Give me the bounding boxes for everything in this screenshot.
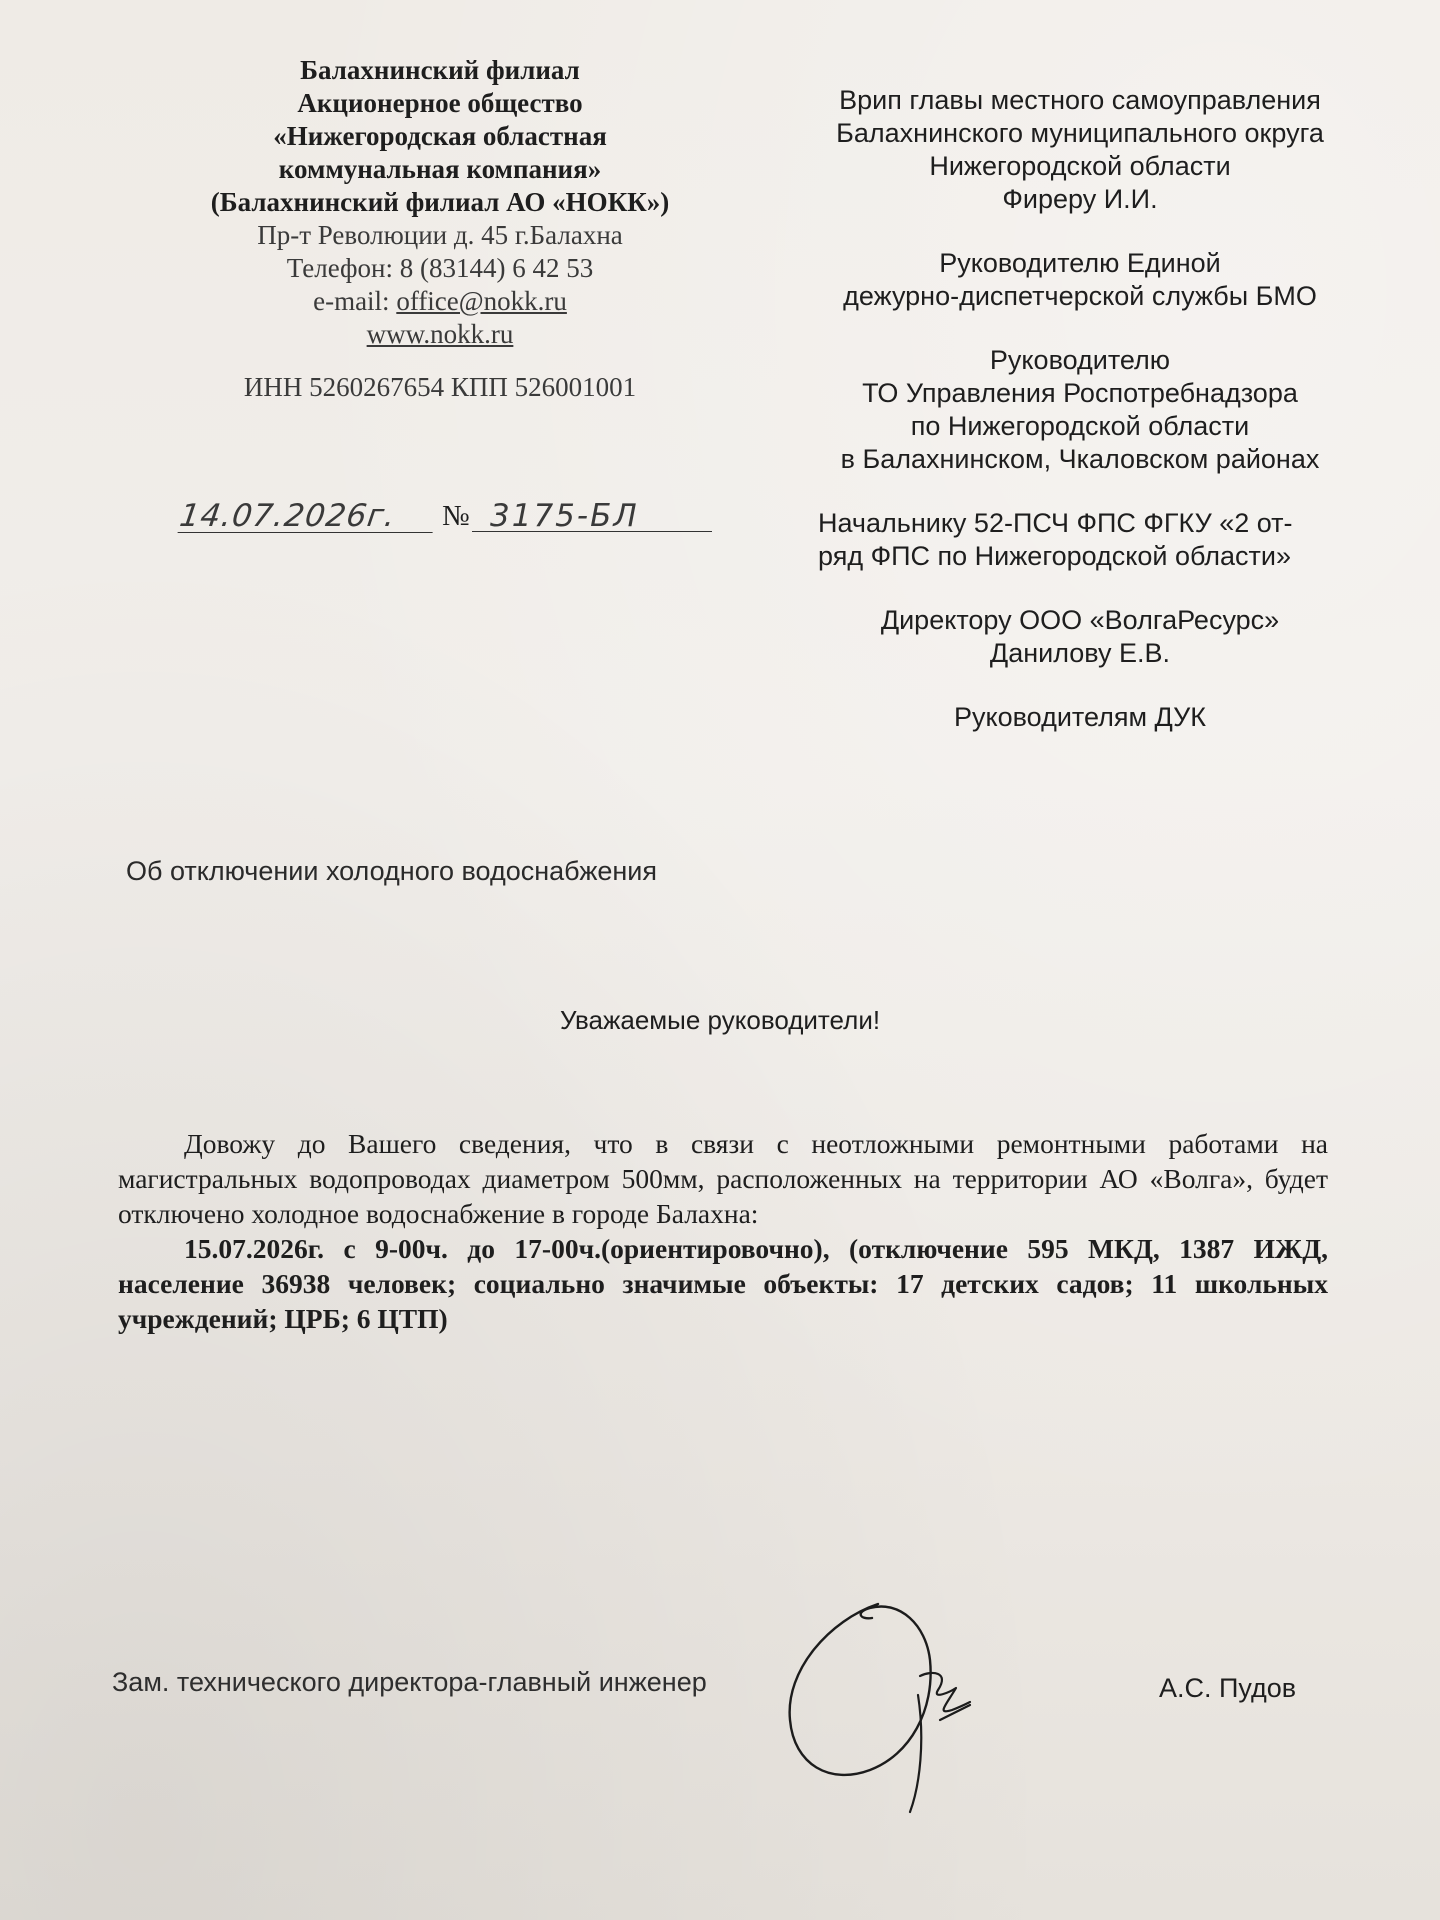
addressee-line: Руководителю bbox=[989, 345, 1171, 375]
sender-branch-name: Балахнинский филиал bbox=[300, 55, 580, 85]
addressee-line: ТО Управления Роспотребнадзора bbox=[862, 378, 1298, 408]
addressee-line: Директору ООО «ВолгаРесурс» bbox=[880, 605, 1280, 635]
addressee-line: Врип главы местного самоуправления bbox=[839, 85, 1321, 115]
addressee-line: Руководителям ДУК bbox=[953, 702, 1207, 732]
addressee-duk bbox=[800, 701, 1360, 734]
body-paragraph-notice: Довожу до Вашего сведения, что в связи с неотложными ремонтными работами на магистральных водопроводах диаметром 500мм, расположенных на территории АО «Волга», будет отключено холодное водоснабжение в городе Балахна: bbox=[118, 1128, 1328, 1229]
addressee-line: по Нижегородской области bbox=[910, 411, 1250, 441]
addressee-line: Балахнинского муниципального округа bbox=[836, 118, 1324, 148]
addressee-line: Руководителю Единой bbox=[939, 248, 1221, 278]
addressee-line: Фиреру И.И. bbox=[1002, 184, 1158, 214]
addressee-rospotrebnadzor bbox=[800, 344, 1360, 476]
sender-inn: ИНН 5260267654 КПП 526001001 bbox=[243, 372, 637, 402]
sender-company-name-2: коммунальная компания» bbox=[278, 154, 602, 184]
reference-date: 14.07.2026г. bbox=[178, 498, 438, 533]
reference-number: 3175-БЛ bbox=[472, 498, 712, 532]
handwritten-signature bbox=[760, 1580, 1060, 1820]
signatory-name: А.С. Пудов bbox=[1159, 1673, 1297, 1703]
letter-body bbox=[118, 1126, 1328, 1336]
sender-address: Пр-т Революции д. 45 г.Балахна bbox=[257, 220, 623, 250]
addressee-line: Данилову Е.В. bbox=[989, 638, 1171, 668]
addressee-head-of-administration bbox=[800, 84, 1360, 216]
addressee-line: Нижегородской области bbox=[929, 151, 1231, 181]
body-paragraph-schedule: 15.07.2026г. с 9-00ч. до 17-00ч.(ориентировочно), (отключение 595 МКД, 1387 ИЖД, население 36938 человек; социально значимые объекты: 17 детских садов; 11 школьных учреждений; ЦРБ; 6 ЦТП) bbox=[118, 1233, 1328, 1334]
addressee-line: ряд ФПС по Нижегородской области» bbox=[818, 541, 1292, 571]
addressee-volgaresurs bbox=[800, 604, 1360, 670]
sender-short-name: (Балахнинский филиал АО «НОКК») bbox=[210, 187, 670, 217]
addressee-dispatch-service bbox=[800, 247, 1360, 313]
reference-number-label: № bbox=[442, 500, 470, 532]
addressee-fire-station bbox=[800, 507, 1360, 573]
signature-line bbox=[112, 1667, 1352, 1707]
addressee-line: в Балахнинском, Чкаловском районах bbox=[840, 444, 1320, 474]
addressee-line: Начальнику 52-ПСЧ ФПС ФГКУ «2 от- bbox=[818, 508, 1293, 538]
sender-email-line bbox=[170, 285, 710, 318]
signatory-position: Зам. технического директора-главный инженер bbox=[112, 1667, 707, 1697]
sender-company-type: Акционерное общество bbox=[297, 88, 583, 118]
addressees-block bbox=[800, 84, 1360, 765]
sender-website: www.nokk.ru bbox=[366, 319, 514, 349]
sender-email: office@nokk.ru bbox=[396, 286, 567, 316]
addressee-line: дежурно-диспетчерской службы БМО bbox=[843, 281, 1317, 311]
letter-greeting: Уважаемые руководители! bbox=[559, 1005, 881, 1035]
sender-phone: Телефон: 8 (83144) 6 42 53 bbox=[286, 253, 594, 283]
sender-company-name-1: «Нижегородская областная bbox=[273, 121, 607, 151]
email-label: e-mail: bbox=[313, 286, 397, 316]
reference-line bbox=[177, 498, 715, 538]
sender-block bbox=[170, 54, 710, 404]
letter-subject: Об отключении холодного водоснабжения bbox=[126, 856, 658, 886]
